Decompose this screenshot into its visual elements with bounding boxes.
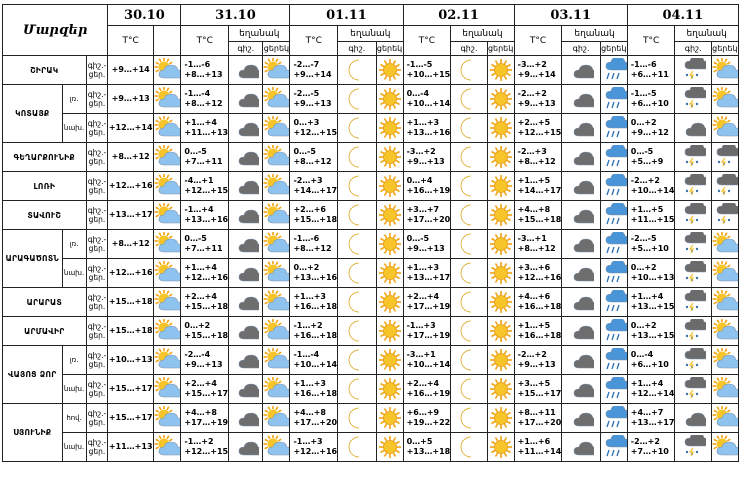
temp-cell: +1…+6 +11…+14 <box>514 433 562 462</box>
period-label: գիշ.- ցեր. <box>86 346 108 375</box>
sun-icon <box>377 116 403 140</box>
period-label: գիշ.- ցեր. <box>86 288 108 317</box>
moon-cloud-icon <box>562 203 599 227</box>
temp-cell: +15…+18 <box>108 317 154 346</box>
temp-cell: -2…+3 +8…+12 <box>514 143 562 172</box>
moon-icon <box>451 261 486 285</box>
night-header: գիշ. <box>562 42 600 56</box>
moon-cloud-icon <box>229 116 262 140</box>
sun-icon <box>488 319 514 343</box>
sun-icon <box>488 116 514 140</box>
rain-icon <box>601 145 627 169</box>
temp-cell: +1…+3 +13…+16 <box>403 114 451 143</box>
zone-label: նախ. <box>62 433 86 462</box>
temp-cell: 0…-5 +7…+11 <box>181 143 229 172</box>
period-label: գիշ.- ցեր. <box>86 433 108 462</box>
zone-label: հով. <box>62 404 86 433</box>
temp-cell: +4…+8 +17…+19 <box>181 404 229 433</box>
temp-cell: +3…+7 +17…+20 <box>403 201 451 230</box>
temp-cell: 0…-5 +7…+11 <box>181 230 229 259</box>
sun-icon <box>488 174 514 198</box>
sun-cloud-icon <box>154 348 180 372</box>
moon-cloud-icon <box>675 116 710 140</box>
temp-cell: -3…+1 +8…+12 <box>514 230 562 259</box>
temp-header: T°C <box>403 26 451 56</box>
sun-cloud-icon <box>263 319 289 343</box>
storm-snow-icon <box>675 58 710 82</box>
rain-icon <box>601 87 627 111</box>
temp-cell: +1…+3 +16…+18 <box>290 288 338 317</box>
temp-cell: +1…+3 +13…+17 <box>403 259 451 288</box>
temp-cell: -2…+2 +10…+14 <box>627 172 675 201</box>
temp-cell: +1…+5 +16…+18 <box>514 317 562 346</box>
rain-icon <box>601 435 627 459</box>
moon-cloud-icon <box>229 377 262 401</box>
sun-cloud-icon <box>263 348 289 372</box>
temp-cell: +2…+4 +17…+19 <box>403 288 451 317</box>
rain-icon <box>601 203 627 227</box>
temp-cell: 0…+3 +12…+15 <box>290 114 338 143</box>
storm-snow-icon <box>675 435 710 459</box>
moon-icon <box>338 58 375 82</box>
sun-icon <box>377 87 403 111</box>
temp-cell: 0…-5 +8…+12 <box>290 143 338 172</box>
date-header: 02.11 <box>403 5 514 26</box>
temp-cell: -1…+2 +16…+18 <box>290 317 338 346</box>
sun-icon <box>377 232 403 256</box>
rain-icon <box>601 319 627 343</box>
sun-icon <box>377 145 403 169</box>
rain-icon <box>601 377 627 401</box>
temp-header: T°C <box>108 26 154 56</box>
storm-snow-icon <box>675 261 710 285</box>
temp-header: T°C <box>181 26 229 56</box>
moon-cloud-icon <box>229 290 262 314</box>
sun-cloud-icon <box>712 232 738 256</box>
temp-cell: +4…+7 +13…+17 <box>627 404 675 433</box>
sun-cloud-icon <box>263 203 289 227</box>
storm-snow-icon <box>675 290 710 314</box>
moon-icon <box>338 348 375 372</box>
temp-cell: 0…+5 +13…+18 <box>403 433 451 462</box>
moon-icon <box>338 261 375 285</box>
temp-cell: +4…+8 +17…+20 <box>290 404 338 433</box>
sun-cloud-icon <box>712 58 738 82</box>
temp-cell: -1…+3 +12…+16 <box>290 433 338 462</box>
temp-cell: +1…+3 +16…+18 <box>290 375 338 404</box>
weather-header: եղանակ <box>451 26 514 42</box>
sun-cloud-icon <box>263 377 289 401</box>
temp-cell: 0…+2 +9…+12 <box>627 114 675 143</box>
forecast-table <box>2 4 750 462</box>
moon-cloud-icon <box>229 319 262 343</box>
moon-cloud-icon <box>229 261 262 285</box>
moon-icon <box>451 319 486 343</box>
date-header: 30.10 <box>108 5 181 26</box>
date-header: 01.11 <box>290 5 403 26</box>
moon-icon <box>338 87 375 111</box>
period-label: գիշ.- ցեր. <box>86 404 108 433</box>
temp-cell: +3…+6 +12…+16 <box>514 259 562 288</box>
storm-snow-icon <box>675 319 710 343</box>
day-header: ցերեկ <box>600 42 627 56</box>
rain-icon <box>601 58 627 82</box>
temp-header: T°C <box>290 26 338 56</box>
temp-cell: -2…-5 +9…+13 <box>290 85 338 114</box>
temp-cell: -2…+3 +14…+17 <box>290 172 338 201</box>
day-header: ցերեկ <box>376 42 403 56</box>
temp-cell: -1…-5 +6…+10 <box>627 85 675 114</box>
sun-icon <box>377 290 403 314</box>
moon-icon <box>338 406 375 430</box>
day-header: ցերեկ <box>487 42 514 56</box>
moon-icon <box>451 116 486 140</box>
temp-cell: +9…+13 <box>108 85 154 114</box>
sun-icon <box>377 406 403 430</box>
moon-icon <box>451 87 486 111</box>
sun-cloud-icon <box>154 406 180 430</box>
sun-cloud-icon <box>154 319 180 343</box>
moon-icon <box>338 319 375 343</box>
storm-snow-icon <box>712 174 738 198</box>
sun-icon <box>488 377 514 401</box>
moon-icon <box>338 435 375 459</box>
sun-cloud-icon <box>712 319 738 343</box>
sun-icon <box>488 406 514 430</box>
temp-cell: +15…+17 <box>108 375 154 404</box>
temp-cell: 0…+4 +16…+19 <box>403 172 451 201</box>
moon-cloud-icon <box>562 261 599 285</box>
weather-header: եղանակ <box>338 26 403 42</box>
weather-header: եղանակ <box>229 26 290 42</box>
moon-icon <box>338 232 375 256</box>
moon-cloud-icon <box>562 58 599 82</box>
temp-cell: +15…+17 <box>108 404 154 433</box>
rain-icon <box>601 290 627 314</box>
moon-cloud-icon <box>562 319 599 343</box>
temp-cell: -2…+2 +9…+13 <box>514 85 562 114</box>
night-header: գիշ. <box>338 42 376 56</box>
rain-icon <box>601 406 627 430</box>
temp-cell: +6…+9 +19…+22 <box>403 404 451 433</box>
period-label: գիշ.- ցեր. <box>86 85 108 114</box>
region-name: ԳԵՂԱՐՔՈՒՆԻՔ <box>3 143 87 172</box>
sun-icon <box>377 174 403 198</box>
sun-cloud-icon <box>154 203 180 227</box>
moon-cloud-icon <box>562 174 599 198</box>
moon-icon <box>451 290 486 314</box>
temp-header: T°C <box>514 26 562 56</box>
storm-snow-icon <box>675 174 710 198</box>
region-name: ՎԱՅՈՑ ՁՈՐ <box>3 346 63 404</box>
sun-cloud-icon <box>263 58 289 82</box>
zone-label: նախ. <box>62 259 86 288</box>
sun-cloud-icon <box>154 377 180 401</box>
sun-icon <box>377 203 403 227</box>
moon-icon <box>338 174 375 198</box>
sun-cloud-icon <box>712 406 738 430</box>
storm-snow-icon <box>675 145 710 169</box>
sun-cloud-icon <box>154 145 180 169</box>
sun-icon <box>377 319 403 343</box>
temp-cell: 0…+2 +13…+16 <box>290 259 338 288</box>
moon-icon <box>338 290 375 314</box>
storm-snow-icon <box>675 232 710 256</box>
temp-cell: +10…+13 <box>108 346 154 375</box>
sun-cloud-icon <box>154 174 180 198</box>
moon-icon <box>451 203 486 227</box>
moon-cloud-icon <box>229 174 262 198</box>
sun-cloud-icon <box>712 435 738 459</box>
temp-cell: -2…-4 +9…+13 <box>181 346 229 375</box>
rain-icon <box>601 116 627 140</box>
temp-cell: +1…+4 +11…+13 <box>181 114 229 143</box>
sun-icon <box>377 435 403 459</box>
moon-icon <box>451 348 486 372</box>
temp-cell: 0…-4 +10…+14 <box>403 85 451 114</box>
temp-cell: +4…+6 +16…+18 <box>514 288 562 317</box>
temp-cell: 0…-5 +5…+9 <box>627 143 675 172</box>
moon-cloud-icon <box>229 435 262 459</box>
moon-cloud-icon <box>229 145 262 169</box>
sun-icon <box>488 435 514 459</box>
zone-label: լռ. <box>62 346 86 375</box>
temp-cell: +11…+13 <box>108 433 154 462</box>
moon-cloud-icon <box>229 232 262 256</box>
temp-cell: +12…+14 <box>108 114 154 143</box>
regions-header: Մարզեր <box>3 5 108 56</box>
temp-cell: -1…+2 +12…+15 <box>181 433 229 462</box>
temp-cell: +1…+5 +11…+15 <box>627 201 675 230</box>
temp-cell: -1…+3 +17…+19 <box>403 317 451 346</box>
period-label: գիշ.- ցեր. <box>86 375 108 404</box>
temp-cell: +1…+4 +12…+14 <box>627 375 675 404</box>
moon-cloud-icon <box>229 406 262 430</box>
moon-icon <box>451 145 486 169</box>
sun-cloud-icon <box>154 435 180 459</box>
day-header: ցերեկ <box>711 42 738 56</box>
storm-snow-icon <box>675 377 710 401</box>
sun-cloud-icon <box>263 261 289 285</box>
temp-cell: -1…-5 +10…+15 <box>403 56 451 85</box>
sun-icon <box>488 348 514 372</box>
storm-snow-icon <box>675 87 710 111</box>
sun-icon <box>488 261 514 285</box>
temp-cell: -1…-4 +8…+12 <box>181 85 229 114</box>
period-label: գիշ.- ցեր. <box>86 230 108 259</box>
sun-cloud-icon <box>154 290 180 314</box>
sun-cloud-icon <box>712 116 738 140</box>
temp-cell: -2…+2 +7…+10 <box>627 433 675 462</box>
temp-cell: 0…+2 +10…+13 <box>627 259 675 288</box>
weather-header: եղանակ <box>675 26 738 42</box>
sun-icon <box>488 203 514 227</box>
period-label: գիշ.- ցեր. <box>86 56 108 85</box>
date-header: 31.10 <box>181 5 290 26</box>
moon-cloud-icon <box>229 58 262 82</box>
temp-cell: -3…+2 +9…+14 <box>514 56 562 85</box>
temp-cell: -3…+2 +9…+13 <box>403 143 451 172</box>
sun-cloud-icon <box>154 232 180 256</box>
date-header: 03.11 <box>514 5 627 26</box>
moon-cloud-icon <box>229 348 262 372</box>
region-name: ԿՈՏԱՅՔ <box>3 85 63 143</box>
temp-cell: +2…+4 +15…+17 <box>181 375 229 404</box>
sun-icon <box>377 261 403 285</box>
moon-cloud-icon <box>562 348 599 372</box>
sun-cloud-icon <box>154 58 180 82</box>
temp-cell: +1…+4 +12…+16 <box>181 259 229 288</box>
sun-cloud-icon <box>154 116 180 140</box>
zone-label: լռ. <box>62 230 86 259</box>
moon-icon <box>338 203 375 227</box>
rain-icon <box>601 261 627 285</box>
moon-cloud-icon <box>562 87 599 111</box>
zone-label: նախ. <box>62 114 86 143</box>
moon-cloud-icon <box>229 87 262 111</box>
moon-icon <box>451 232 486 256</box>
temp-cell: +8…+12 <box>108 143 154 172</box>
sun-cloud-icon <box>263 435 289 459</box>
temp-cell: +2…+6 +15…+18 <box>290 201 338 230</box>
sun-icon <box>488 145 514 169</box>
moon-cloud-icon <box>562 232 599 256</box>
temp-cell: +4…+8 +15…+18 <box>514 201 562 230</box>
sun-icon <box>488 290 514 314</box>
temp-cell: +8…+11 +17…+20 <box>514 404 562 433</box>
temp-cell: -1…-6 +6…+11 <box>627 56 675 85</box>
temp-cell: +15…+18 <box>108 288 154 317</box>
region-name: ՍՅՈՒՆԻՔ <box>3 404 63 462</box>
period-label: գիշ.- ցեր. <box>86 317 108 346</box>
sun-cloud-icon <box>154 261 180 285</box>
temp-cell: -1…-6 +8…+12 <box>290 230 338 259</box>
temp-cell: -1…-6 +8…+13 <box>181 56 229 85</box>
moon-cloud-icon <box>562 290 599 314</box>
sun-cloud-icon <box>712 87 738 111</box>
moon-icon <box>451 377 486 401</box>
moon-cloud-icon <box>562 406 599 430</box>
temp-cell: +12…+16 <box>108 259 154 288</box>
temp-cell: -1…-4 +10…+14 <box>290 346 338 375</box>
zone-label: նախ. <box>62 375 86 404</box>
temp-cell: +8…+12 <box>108 230 154 259</box>
sun-cloud-icon <box>263 174 289 198</box>
sun-icon <box>488 58 514 82</box>
period-label: գիշ.- ցեր. <box>86 259 108 288</box>
sun-icon <box>488 232 514 256</box>
period-label: գիշ.- ցեր. <box>86 172 108 201</box>
sun-cloud-icon <box>263 232 289 256</box>
moon-cloud-icon <box>229 203 262 227</box>
region-name: ԱՐՄԱՎԻՐ <box>3 317 87 346</box>
sun-cloud-icon <box>712 290 738 314</box>
sun-icon <box>488 87 514 111</box>
temp-cell: -1…+4 +13…+16 <box>181 201 229 230</box>
sun-cloud-icon <box>154 87 180 111</box>
region-name: ԼՈՌԻ <box>3 172 87 201</box>
temp-cell: -2…-5 +5…+10 <box>627 230 675 259</box>
temp-cell: +3…+5 +15…+17 <box>514 375 562 404</box>
region-name: ԱՐԱԳԱԾՈՏՆ <box>3 230 63 288</box>
moon-icon <box>451 58 486 82</box>
temp-cell: 0…-5 +9…+13 <box>403 230 451 259</box>
temp-cell: +12…+16 <box>108 172 154 201</box>
temp-cell: +2…+4 +16…+19 <box>403 375 451 404</box>
sun-cloud-icon <box>712 377 738 401</box>
temp-header: T°C <box>627 26 675 56</box>
day-header: ցերեկ <box>263 42 290 56</box>
moon-icon <box>338 145 375 169</box>
sun-cloud-icon <box>263 145 289 169</box>
sun-cloud-icon <box>712 348 738 372</box>
temp-cell: -3…+1 +10…+14 <box>403 346 451 375</box>
sun-cloud-icon <box>263 290 289 314</box>
sun-icon <box>377 348 403 372</box>
region-name: ԱՐԱՐԱՏ <box>3 288 87 317</box>
moon-icon <box>451 174 486 198</box>
sun-cloud-icon <box>263 406 289 430</box>
temp-cell: -4…+1 +12…+15 <box>181 172 229 201</box>
period-label: գիշ.- ցեր. <box>86 201 108 230</box>
night-header: գիշ. <box>451 42 487 56</box>
temp-cell: +2…+5 +12…+15 <box>514 114 562 143</box>
temp-cell: +9…+14 <box>108 56 154 85</box>
period-label: գիշ.- ցեր. <box>86 114 108 143</box>
moon-cloud-icon <box>562 145 599 169</box>
moon-cloud-icon <box>675 406 710 430</box>
moon-icon <box>338 377 375 401</box>
moon-cloud-icon <box>562 116 599 140</box>
sun-icon <box>377 377 403 401</box>
region-name: ՏԱՎՈՒՇ <box>3 201 87 230</box>
storm-snow-icon <box>712 203 738 227</box>
sun-cloud-icon <box>712 261 738 285</box>
date-header: 04.11 <box>627 5 738 26</box>
moon-cloud-icon <box>562 435 599 459</box>
rain-icon <box>601 232 627 256</box>
temp-cell: +13…+17 <box>108 201 154 230</box>
moon-icon <box>451 435 486 459</box>
temp-cell: +1…+5 +14…+17 <box>514 172 562 201</box>
moon-icon <box>451 406 486 430</box>
storm-snow-icon <box>675 348 710 372</box>
sun-cloud-icon <box>263 87 289 111</box>
sun-icon <box>377 58 403 82</box>
temp-cell: 0…+2 +15…+18 <box>181 317 229 346</box>
period-label: գիշ.- ցեր. <box>86 143 108 172</box>
rain-icon <box>601 174 627 198</box>
temp-cell: -2…-7 +9…+14 <box>290 56 338 85</box>
rain-icon <box>601 348 627 372</box>
temp-cell: +1…+4 +13…+15 <box>627 288 675 317</box>
sun-cloud-icon <box>263 116 289 140</box>
night-header: գիշ. <box>675 42 711 56</box>
temp-cell: 0…+2 +13…+15 <box>627 317 675 346</box>
moon-cloud-icon <box>562 377 599 401</box>
temp-cell: -2…+2 +9…+13 <box>514 346 562 375</box>
temp-cell: 0…-4 +6…+10 <box>627 346 675 375</box>
zone-label: լռ. <box>62 85 86 114</box>
night-header: գիշ. <box>229 42 263 56</box>
storm-snow-icon <box>675 203 710 227</box>
moon-icon <box>338 116 375 140</box>
storm-snow-icon <box>712 145 738 169</box>
region-name: ՇԻՐԱԿ <box>3 56 87 85</box>
weather-header: եղանակ <box>562 26 627 42</box>
temp-cell: +2…+4 +15…+18 <box>181 288 229 317</box>
